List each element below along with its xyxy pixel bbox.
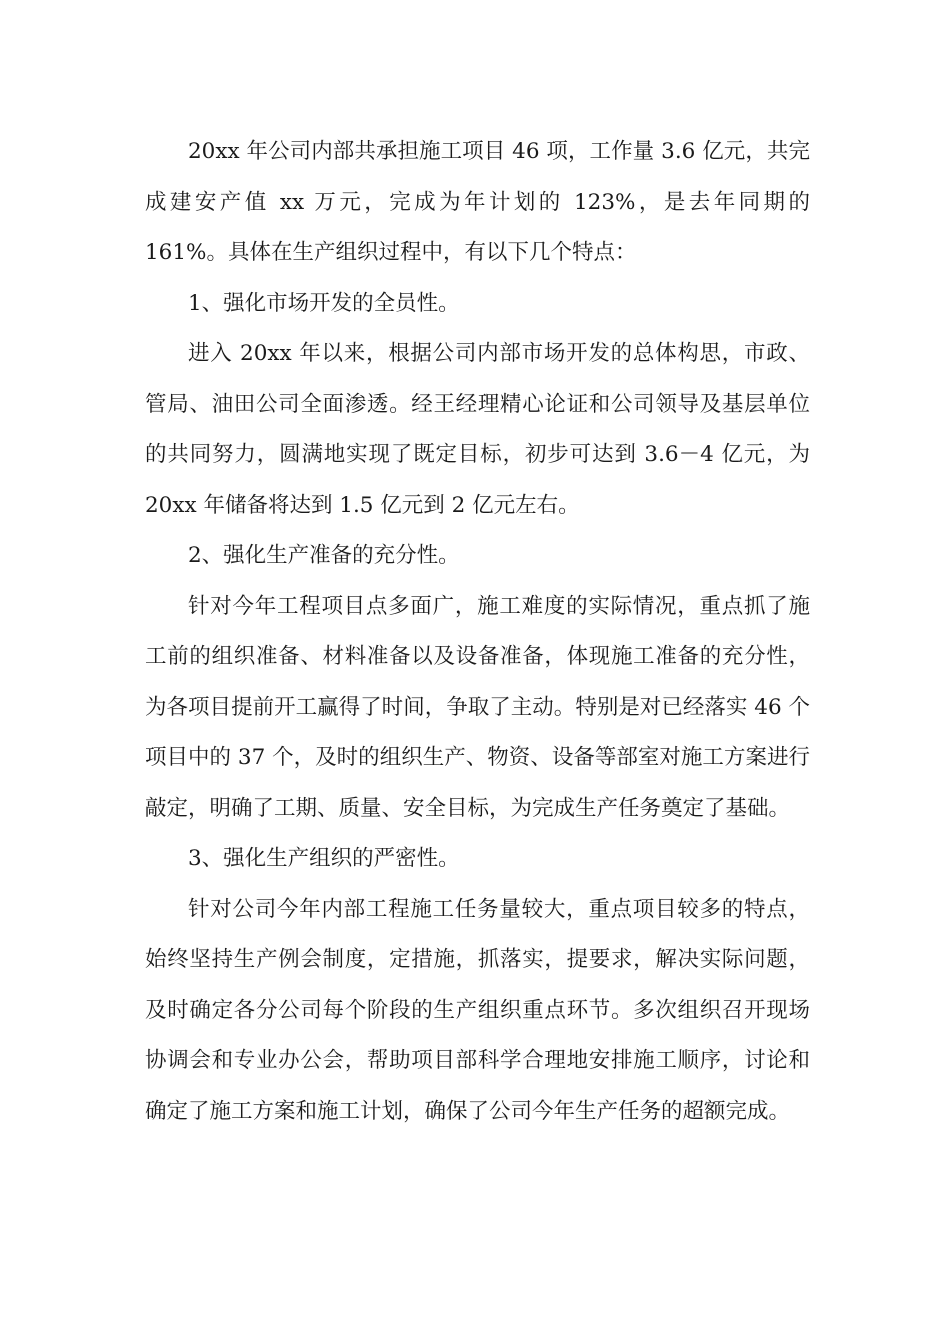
paragraph-market-development: 进入 20xx 年以来，根据公司内部市场开发的总体构思，市政、管局、油田公司全面渗透。经王经理精心论证和公司领导及基层单位的共同努力，圆满地实现了既定目标，初步可达到 3.6－4 亿元，为 20xx 年储备将达到 1.5 亿元到 2 亿元左右。: [145, 341, 810, 518]
heading-production-preparation: 2、强化生产准备的充分性。: [188, 543, 460, 568]
paragraph-summary: 20xx 年公司内部共承担施工项目 46 项，工作量 3.6 亿元，共完成建安产值 xx 万元，完成为年计划的 123%，是去年同期的 161%。具体在生产组织过程中，有以下几个特点：: [145, 139, 810, 265]
heading-production-organization: 3、强化生产组织的严密性。: [188, 846, 460, 871]
heading-market-development: 1、强化市场开发的全员性。: [188, 290, 460, 316]
paragraph-production-organization: 针对公司今年内部工程施工任务量较大，重点项目较多的特点，始终坚持生产例会制度，定措施，抓落实，提要求，解决实际问题，及时确定各分公司每个阶段的生产组织重点环节。多次组织召开现场协调会和专业办公会，帮助项目部科学合理地安排施工顺序，讨论和确定了施工方案和施工计划，确保了公司今年生产任务的超额完成。: [145, 896, 810, 1124]
document-page: [145, 127, 810, 1137]
paragraph-production-preparation: 针对今年工程项目点多面广，施工难度的实际情况，重点抓了施工前的组织准备、材料准备以及设备准备，体现施工准备的充分性，为各项目提前开工赢得了时间，争取了主动。特别是对已经落实 46 个项目中的 37 个，及时的组织生产、物资、设备等部室对施工方案进行敲定，明确了工期、质量、安全目标，为完成生产任务奠定了基础。: [145, 593, 810, 821]
